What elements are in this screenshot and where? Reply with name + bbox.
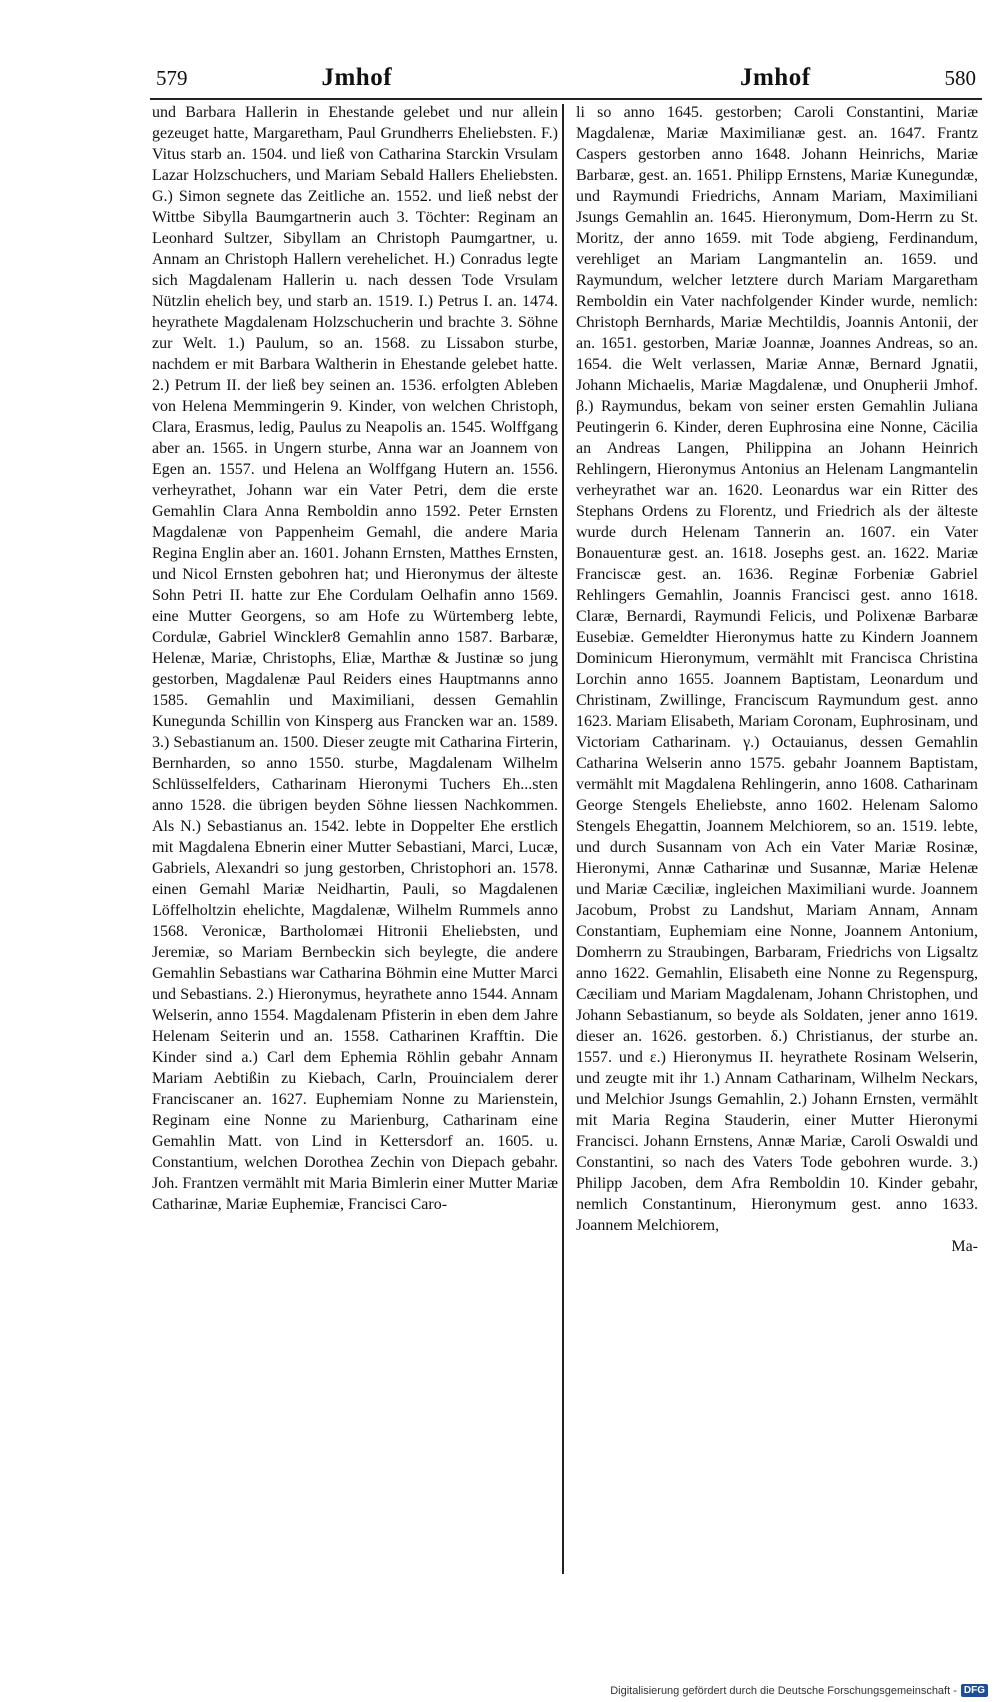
catchword: Ma- (951, 1238, 978, 1255)
page-header (150, 58, 982, 100)
dfg-logo: DFG (961, 1684, 988, 1697)
column-divider (562, 104, 564, 1574)
footer-credit: Digitalisierung gefördert durch die Deutsche Forschungsgemeinschaft - (610, 1684, 957, 1697)
digitization-footer (610, 1684, 988, 1697)
left-header (150, 64, 562, 92)
right-paragraph: li so anno 1645. gestorben; Caroli Constantini, Mariæ Magdalenæ, Mariæ Maximilianæ gest. an. 1647. Frantz Caspers gestorben anno 1648. Johann Heinrichs, Mariæ Barbaræ, gest. an. 1651. Philipp Ernstens, Mariæ Kunegundæ, und Raymundi Friedrichs, Annam Mariam, Maximiliani Jsungs Gemahlin an. 1645. Hieronymum, Dom-Herrn zu St. Moritz, der anno 1659. mit Tode abgieng, Ferdinandum, verehliget an Mariam Langmantelin an. 1659. und Raymundum, welcher letztere durch Mariam Margaretham Remboldin ein Vater nachfolgender Kinder wurde, nemlich: Christoph Bernhards, Mariæ Mechtildis, Joannis Antonii, der an. 1651. gestorben, Mariæ Joannæ, Joannes Andreas, so an. 1654. die Welt verlassen, Mariæ Annæ, Bernard Jgnatii, Johann Michaelis, Mariæ Magdalenæ, und Onupherii Jmhof. β.) Raymundus, bekam von seiner ersten Gemahlin Juliana Peutingerin 6. Kinder, deren Euphrosina eine Nonne, Cäcilia an Andreas Langen, Philippina an Johann Heinrich Rehlingern, Hieronymus Antonius an Helenam Langmantelin verheyrathet war an. 1620. Leonardus war ein Ritter des Stephans Ordens zu Florentz, und Friedrich als der älteste wurde durch Helenam Tannerin an. 1607. ein Vater Bonauenturæ gest. an. 1618. Josephs gest. an. 1622. Mariæ Franciscæ gest. an. 1636. Reginæ Forbeniæ Gabriel Rehlingers Gemahlin, Joannis Francisci gest. anno 1618. Claræ, Bernardi, Raymundi Felicis, und Polixenæ Barbaræ Eusebiæ. Gemeldter Hieronymus hatte zu Kindern Joannem Dominicum Hieronymum, vermählt mit Francisca Christina Lorchin anno 1655. Joannem Baptistam, Leonardum und Christinam, Zwillinge, Franciscum Raymundum gest. anno 1623. Mariam Elisabeth, Mariam Coronam, Euphrosinam, und Victoriam Catharinam. γ.) Octauianus, dessen Gemahlin Catharina Welserin anno 1575. gebahr Joannem Baptistam, vermählt mit Magdalena Rehlingerin, anno 1608. Catharinam George Stengels Eheliebste, anno 1602. Helenam Salomo Stengels Ehegattin, Joannem Melchiorem, so an. 1519. lebte, und durch Susannam von Ach ein Vater Mariæ Rosinæ, Hieronymi, Annæ Catharinæ und Susannæ, Mariæ Helenæ und Mariæ Cæciliæ, ingleichen Maximiliani wurde. Joannem Jacobum, Probst zu Landshut, Mariam Annam, Annam Constantiam, Euphemiam eine Nonne, Joannem Antonium, Domherrn zu Straubingen, Barbaram, Friedrichs von Ligsaltz anno 1622. Gemahlin, Elisabeth eine Nonne zu Regenspurg, Cæciliam und Mariam Magdalenam, Johann Christophen, und Johann Sebastianum, so beyde als Soldaten, jener anno 1619. dieser an. 1626. gestorben. δ.) Christianus, der sturbe an. 1557. und ε.) Hieronymus II. heyrathete Rosinam Welserin, und zeugte mit ihr 1.) Annam Catharinam, Wilhelm Neckars, und Melchior Jsungs Gemahlin, 2.) Johann Ernsten, vermählt mit Maria Regina Stauderin, einer Mutter Hieronymi Francisci. Johann Ernstens, Annæ Mariæ, Caroli Oswaldi und Constantini, so nach des Vaters Tode gebohren wurde. 3.) Philipp Jacoben, dem Afra Remboldin 10. Kinder gebahr, nemlich Constantinum, Hieronymum gest. anno 1633. Joannem Melchiorem, (576, 104, 978, 1234)
right-header (570, 64, 982, 92)
right-text-column (568, 102, 978, 1692)
left-page-number: 579 (156, 65, 188, 90)
left-text-column (152, 102, 562, 1692)
left-paragraph: und Barbara Hallerin in Ehestande gelebet und nur allein gezeuget hatte, Margaretham, Paul Grundherrs Eheliebsten. F.) Vitus starb an. 1504. und ließ von Catharina Starckin Vrsulam Lazar Holzschuchers, und Mariam Sebald Hallers Eheliebsten. G.) Simon segnete das Zeitliche an. 1552. und ließ nebst der Wittbe Sibylla Baumgartnerin auch 3. Töchter: Reginam an Leonhard Sultzer, Sibyllam an Christoph Paumgartner, u. Annam an Christoph Hallern verehelichet. H.) Conradus legte sich Magdalenam Hallerin u. nach dessen Tode Vrsulam Nützlin ehelich bey, und starb an. 1519. I.) Petrus I. an. 1474. heyrathete Magdalenam Holzschucherin und brachte 3. Söhne zur Welt. 1.) Paulum, so an. 1568. zu Lissabon sturbe, nachdem er mit Barbara Waltherin in Ehestande gelebet hatte. 2.) Petrum II. der ließ bey seinen an. 1536. erfolgten Ableben von Helena Memmingerin 9. Kinder, von welchen Christoph, Clara, Erasmus, ledig, Paulus zu Neapolis an. 1545. Wolffgang aber an. 1565. in Ungern sturbe, Anna war an Joannem von Egen an. 1557. und Helena an Wolffgang Hutern an. 1556. verheyrathet, Johann war ein Vater Petri, dem die erste Gemahlin Clara Anna Remboldin anno 1592. Peter Ernsten Magdalenæ von Pappenheim Gemahl, die andere Maria Regina Englin aber an. 1601. Johann Ernsten, Matthes Ernsten, und Nicol Ernsten gebohren hat; und Hieronymus der älteste Sohn Petri II. hatte zur Ehe Cordulam Oelhafin anno 1569. eine Mutter Georgens, so am Hofe zu Würtemberg lebte, Cordulæ, Gabriel Winckler8 Gemahlin anno 1587. Barbaræ, Helenæ, Mariæ, Christophs, Eliæ, Marthæ & Justinæ so jung gestorben, Magdalenæ Paul Reiders eines Hauptmanns anno 1585. Gemahlin und Maximiliani, dessen Gemahlin Kunegunda Schillin von Kinsperg aus Francken war an. 1589. 3.) Sebastianum an. 1500. Dieser zeugte mit Catharina Firterin, Bernharden, so anno 1550. sturbe, Magdalenam Wilhelm Schlüsselfelders, Catharinam Hieronymi Tuchers Eh...sten anno 1528. die übrigen beyden Söhne liessen Nachkommen. Als N.) Sebastianus an. 1542. lebte in Doppelter Ehe erstlich mit Magdalena Ebnerin einer Mutter Sebastiani, Marci, Lucæ, Gabriels, Alexandri so jung gestorben, Christophori an. 1578. einen Gemahl Mariæ Neidhartin, Pauli, so Magdalenen Löffelholtzin ehelichte, Magdalenæ, Wilhelm Rummels anno 1568. Veronicæ, Bartholomæi Hitronii Eheliebsten, und Jeremiæ, so Mariam Bernbeckin sich beylegte, die andere Gemahlin Sebastians war Catharina Böhmin eine Mutter Marci und Sebastians. 2.) Hieronymus, heyrathete anno 1544. Annam Welserin, anno 1554. Magdalenam Pfisterin in eben dem Jahre Helenam Seiterin und an. 1558. Catharinen Krafftin. Die Kinder sind a.) Carl dem Ephemia Röhlin gebahr Annam Mariam Aebtißin zu Kiebach, Carln, Prouincialem derer Franciscaner an. 1627. Euphemiam Nonne zu Marienstein, Reginam eine Nonne zu Marienburg, Catharinam eine Gemahlin Matt. von Lind in Kettersdorf an. 1605. u. Constantium, welchen Dorothea Zechin von Diepach gebahr. Joh. Frantzen vermählt mit Maria Bimlerin einer Mutter Mariæ Catharinæ, Mariæ Euphemiæ, Francisci Caro- (152, 104, 558, 1213)
right-running-title: Jmhof (739, 64, 811, 91)
right-page-number: 580 (944, 65, 976, 90)
left-running-title: Jmhof (321, 64, 393, 91)
